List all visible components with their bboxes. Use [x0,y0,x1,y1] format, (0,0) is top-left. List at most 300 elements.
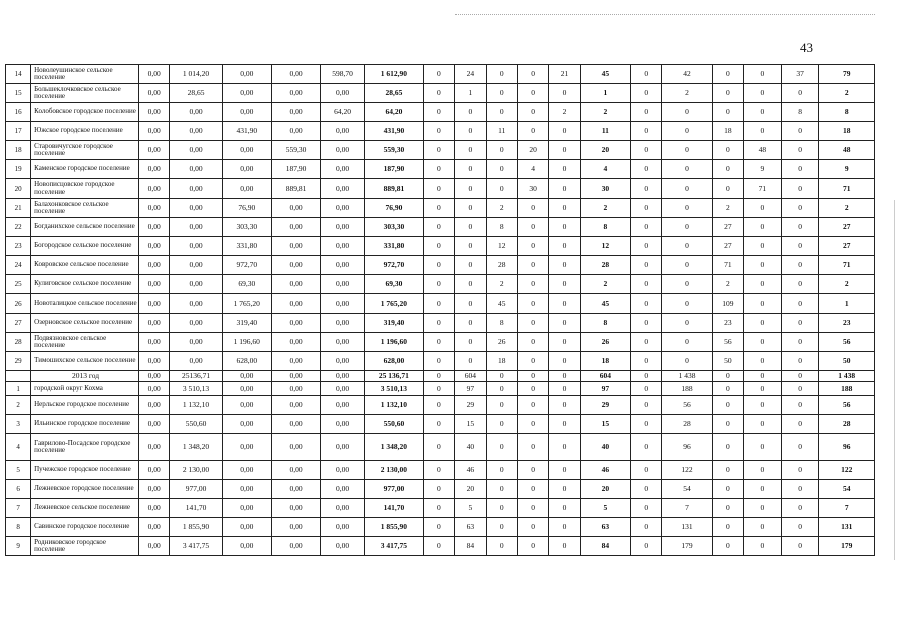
value-cell: 0,00 [271,371,320,382]
value-cell: 30 [517,179,548,199]
value-cell: 0 [712,141,743,160]
value-cell: 0 [630,294,661,314]
value-cell: 0,00 [222,179,271,199]
row-number: 28 [6,333,31,352]
value-cell: 0 [423,314,454,333]
settlement-name: Балахонковское сельское поселение [31,199,139,218]
value-cell: 0 [549,518,580,537]
value-cell: 0 [549,256,580,275]
value-cell: 45 [580,65,630,84]
value-cell: 0,00 [321,371,365,382]
scan-edge [894,200,895,560]
settlement-name: Гаврилово-Посадское городское поселение [31,434,139,461]
value-cell: 0 [712,65,743,84]
value-cell: 0 [486,461,517,480]
value-cell: 0 [630,461,661,480]
value-cell: 0 [781,141,819,160]
value-cell: 0 [744,518,782,537]
value-cell: 0 [630,352,661,371]
value-cell: 0,00 [321,461,365,480]
value-cell: 27 [712,237,743,256]
value-cell: 0 [517,480,548,499]
value-cell: 0 [517,333,548,352]
value-cell: 0 [549,314,580,333]
value-cell: 0,00 [170,314,222,333]
value-cell: 187,90 [365,160,424,179]
value-cell: 0 [781,461,819,480]
table-row [6,237,875,256]
value-cell: 7 [819,499,875,518]
value-cell: 1 612,90 [365,65,424,84]
value-cell: 0 [517,103,548,122]
value-cell: 0 [423,382,454,396]
value-cell: 0 [712,499,743,518]
value-cell: 0,00 [271,461,320,480]
value-cell: 0 [486,537,517,556]
value-cell: 0,00 [271,314,320,333]
value-cell: 0,00 [170,103,222,122]
value-cell: 0 [423,371,454,382]
value-cell: 0 [781,122,819,141]
value-cell: 331,80 [365,237,424,256]
value-cell: 0,00 [271,434,320,461]
value-cell: 122 [819,461,875,480]
value-cell: 0 [630,537,661,556]
value-cell: 0,00 [321,199,365,218]
value-cell: 2 [662,84,712,103]
settlement-name: Лежневское сельское поселение [31,499,139,518]
value-cell: 0,00 [222,103,271,122]
value-cell: 0 [486,141,517,160]
value-cell: 972,70 [222,256,271,275]
value-cell: 0 [486,160,517,179]
value-cell: 0,00 [271,218,320,237]
value-cell: 48 [744,141,782,160]
value-cell: 0,00 [170,352,222,371]
value-cell: 0 [517,256,548,275]
value-cell: 9 [819,160,875,179]
value-cell: 0 [744,103,782,122]
value-cell: 0 [486,396,517,415]
value-cell: 28 [662,415,712,434]
value-cell: 0 [455,294,486,314]
value-cell: 0 [744,461,782,480]
value-cell: 0 [423,122,454,141]
value-cell: 0,00 [222,371,271,382]
value-cell: 0 [630,84,661,103]
value-cell: 0,00 [138,179,169,199]
value-cell: 0,00 [138,103,169,122]
value-cell: 0 [517,218,548,237]
value-cell: 2 [486,199,517,218]
value-cell: 28,65 [365,84,424,103]
value-cell: 0 [781,396,819,415]
value-cell: 0,00 [138,480,169,499]
value-cell: 0 [781,382,819,396]
value-cell: 179 [819,537,875,556]
value-cell: 97 [455,382,486,396]
value-cell: 141,70 [170,499,222,518]
value-cell: 0 [423,218,454,237]
value-cell: 0 [423,256,454,275]
value-cell: 0 [455,237,486,256]
value-cell: 20 [580,480,630,499]
value-cell: 0,00 [170,160,222,179]
value-cell: 23 [819,314,875,333]
value-cell: 0 [781,415,819,434]
value-cell: 0 [630,199,661,218]
value-cell: 1 196,60 [222,333,271,352]
settlement-name: городской округ Кохма [31,382,139,396]
value-cell: 0 [662,199,712,218]
value-cell: 0,00 [170,199,222,218]
value-cell: 628,00 [222,352,271,371]
value-cell: 0,00 [138,382,169,396]
settlement-name: Новоталицкое сельское поселение [31,294,139,314]
value-cell: 0 [630,275,661,294]
value-cell: 25136,71 [170,371,222,382]
value-cell: 0 [630,218,661,237]
value-cell: 0 [712,415,743,434]
value-cell: 303,30 [222,218,271,237]
value-cell: 0,00 [271,237,320,256]
value-cell: 0 [630,371,661,382]
value-cell: 0 [423,65,454,84]
value-cell: 0 [744,314,782,333]
settlement-name: Нерльское городское поселение [31,396,139,415]
value-cell: 30 [580,179,630,199]
table-row [6,122,875,141]
settlement-name: Южское городское поселение [31,122,139,141]
value-cell: 18 [712,122,743,141]
value-cell: 0,00 [321,160,365,179]
value-cell: 0 [662,352,712,371]
value-cell: 8 [580,218,630,237]
value-cell: 27 [712,218,743,237]
value-cell: 2 [549,103,580,122]
table-row [6,352,875,371]
value-cell: 0,00 [321,275,365,294]
table-row [6,415,875,434]
value-cell: 0 [781,179,819,199]
value-cell: 0 [486,434,517,461]
value-cell: 63 [580,518,630,537]
value-cell: 0 [630,122,661,141]
value-cell: 0,00 [222,434,271,461]
value-cell: 0,00 [170,237,222,256]
table-row [6,84,875,103]
value-cell: 0 [744,537,782,556]
row-number: 14 [6,65,31,84]
value-cell: 1 [580,84,630,103]
value-cell: 0,00 [138,461,169,480]
value-cell: 63 [455,518,486,537]
value-cell: 0 [744,84,782,103]
value-cell: 889,81 [271,179,320,199]
value-cell: 0,00 [271,84,320,103]
value-cell: 0 [455,218,486,237]
value-cell: 0 [486,65,517,84]
table-row [6,218,875,237]
value-cell: 431,90 [365,122,424,141]
settlement-name: Родниковское городское поселение [31,537,139,556]
value-cell: 0 [423,537,454,556]
value-cell: 0 [549,275,580,294]
value-cell: 0 [486,415,517,434]
row-number: 6 [6,480,31,499]
value-cell: 0 [781,275,819,294]
value-cell: 71 [819,256,875,275]
row-number: 20 [6,179,31,199]
value-cell: 559,30 [365,141,424,160]
value-cell: 40 [580,434,630,461]
value-cell: 0 [486,179,517,199]
value-cell: 0,00 [321,141,365,160]
value-cell: 71 [819,179,875,199]
value-cell: 8 [486,218,517,237]
row-number: 27 [6,314,31,333]
value-cell: 3 510,13 [170,382,222,396]
value-cell: 0,00 [321,237,365,256]
value-cell: 0,00 [321,518,365,537]
header-rule [455,14,875,15]
value-cell: 1 132,10 [365,396,424,415]
value-cell: 28 [819,415,875,434]
value-cell: 21 [549,65,580,84]
value-cell: 0 [549,415,580,434]
value-cell: 188 [662,382,712,396]
row-number: 15 [6,84,31,103]
value-cell: 0 [662,314,712,333]
value-cell: 0 [549,352,580,371]
value-cell: 3 417,75 [170,537,222,556]
value-cell: 0 [517,122,548,141]
value-cell: 0 [455,314,486,333]
value-cell: 0,00 [170,275,222,294]
value-cell: 2 130,00 [170,461,222,480]
page-number: 43 [800,40,813,55]
value-cell: 0,00 [138,84,169,103]
row-number: 2 [6,396,31,415]
value-cell: 0 [662,160,712,179]
value-cell: 431,90 [222,122,271,141]
value-cell: 628,00 [365,352,424,371]
value-cell: 23 [712,314,743,333]
value-cell: 0 [744,218,782,237]
value-cell: 972,70 [365,256,424,275]
value-cell: 0,00 [271,415,320,434]
value-cell: 18 [486,352,517,371]
value-cell: 0 [517,65,548,84]
value-cell: 0 [423,480,454,499]
settlement-name: Савинское городское поселение [31,518,139,537]
value-cell: 3 417,75 [365,537,424,556]
row-number: 29 [6,352,31,371]
value-cell: 27 [819,218,875,237]
value-cell: 0 [630,382,661,396]
value-cell: 0 [455,103,486,122]
settlement-name: Пучежское городское поселение [31,461,139,480]
value-cell: 79 [819,65,875,84]
value-cell: 122 [662,461,712,480]
value-cell: 0 [549,141,580,160]
value-cell: 0 [662,256,712,275]
value-cell: 0,00 [271,122,320,141]
value-cell: 0,00 [222,141,271,160]
value-cell: 0 [549,294,580,314]
value-cell: 0 [662,237,712,256]
value-cell: 550,60 [170,415,222,434]
value-cell: 0 [486,382,517,396]
value-cell: 27 [819,237,875,256]
table-row [6,141,875,160]
value-cell: 0,00 [271,396,320,415]
value-cell: 0 [630,103,661,122]
value-cell: 0,00 [138,237,169,256]
settlement-name: Подвязновское сельское поселение [31,333,139,352]
value-cell: 84 [580,537,630,556]
value-cell: 25 136,71 [365,371,424,382]
value-cell: 0 [744,256,782,275]
settlement-name: Ильинское городское поселение [31,415,139,434]
value-cell: 0 [517,415,548,434]
value-cell: 96 [819,434,875,461]
value-cell: 1 438 [819,371,875,382]
value-cell: 0,00 [138,499,169,518]
value-cell: 0 [744,333,782,352]
value-cell: 0 [549,237,580,256]
value-cell: 0,00 [170,333,222,352]
value-cell: 0,00 [138,314,169,333]
value-cell: 37 [781,65,819,84]
value-cell: 0 [781,218,819,237]
value-cell: 0 [781,480,819,499]
settlement-name: Богородское сельское поселение [31,237,139,256]
value-cell: 56 [662,396,712,415]
value-cell: 0 [549,179,580,199]
row-number: 1 [6,382,31,396]
value-cell: 0 [630,396,661,415]
value-cell: 0 [662,103,712,122]
value-cell: 0 [455,352,486,371]
value-cell: 0 [630,314,661,333]
value-cell: 8 [781,103,819,122]
value-cell: 188 [819,382,875,396]
value-cell: 0 [744,65,782,84]
row-number: 21 [6,199,31,218]
value-cell: 0 [517,371,548,382]
table-row [6,103,875,122]
table-row [6,65,875,84]
row-number: 19 [6,160,31,179]
value-cell: 18 [819,122,875,141]
value-cell: 0 [781,537,819,556]
value-cell: 0 [712,382,743,396]
row-number: 4 [6,434,31,461]
value-cell: 69,30 [365,275,424,294]
value-cell: 0 [744,382,782,396]
value-cell: 1 765,20 [222,294,271,314]
value-cell: 0,00 [271,480,320,499]
value-cell: 56 [819,396,875,415]
value-cell: 0 [455,333,486,352]
table-row [6,333,875,352]
value-cell: 604 [455,371,486,382]
value-cell: 0 [486,84,517,103]
value-cell: 0,00 [321,434,365,461]
value-cell: 0 [423,294,454,314]
value-cell: 48 [819,141,875,160]
value-cell: 0 [455,160,486,179]
row-number: 5 [6,461,31,480]
value-cell: 0,00 [271,333,320,352]
value-cell: 46 [455,461,486,480]
settlement-name: Кулиговское сельское поселение [31,275,139,294]
value-cell: 0 [517,352,548,371]
row-number: 22 [6,218,31,237]
value-cell: 0 [455,199,486,218]
value-cell: 0 [549,160,580,179]
value-cell: 889,81 [365,179,424,199]
value-cell: 604 [580,371,630,382]
value-cell: 0 [549,84,580,103]
value-cell: 319,40 [222,314,271,333]
value-cell: 0 [549,434,580,461]
value-cell: 0 [517,314,548,333]
table-row [6,160,875,179]
value-cell: 0 [744,352,782,371]
value-cell: 131 [662,518,712,537]
value-cell: 1 132,10 [170,396,222,415]
value-cell: 0 [423,415,454,434]
value-cell: 0,00 [138,256,169,275]
value-cell: 0 [662,179,712,199]
value-cell: 0,00 [138,218,169,237]
value-cell: 12 [486,237,517,256]
row-number: 24 [6,256,31,275]
value-cell: 0 [630,160,661,179]
settlement-name: Лежневское городское поселение [31,480,139,499]
value-cell: 0 [517,537,548,556]
table-row [6,480,875,499]
value-cell: 0 [549,396,580,415]
value-cell: 2 [712,199,743,218]
value-cell: 0,00 [222,382,271,396]
settlement-name: Старовичугское городское поселение [31,141,139,160]
row-number: 23 [6,237,31,256]
value-cell: 0,00 [138,415,169,434]
value-cell: 2 [819,275,875,294]
value-cell: 15 [455,415,486,434]
value-cell: 2 130,00 [365,461,424,480]
row-number: 8 [6,518,31,537]
value-cell: 0 [744,371,782,382]
value-cell: 0 [423,237,454,256]
value-cell: 0 [517,84,548,103]
value-cell: 8 [486,314,517,333]
value-cell: 0 [486,499,517,518]
value-cell: 0 [517,461,548,480]
value-cell: 0 [781,256,819,275]
table-row [6,382,875,396]
value-cell: 0,00 [138,294,169,314]
value-cell: 0 [549,382,580,396]
value-cell: 0 [744,434,782,461]
value-cell: 26 [486,333,517,352]
value-cell: 303,30 [365,218,424,237]
value-cell: 141,70 [365,499,424,518]
value-cell: 28 [580,256,630,275]
